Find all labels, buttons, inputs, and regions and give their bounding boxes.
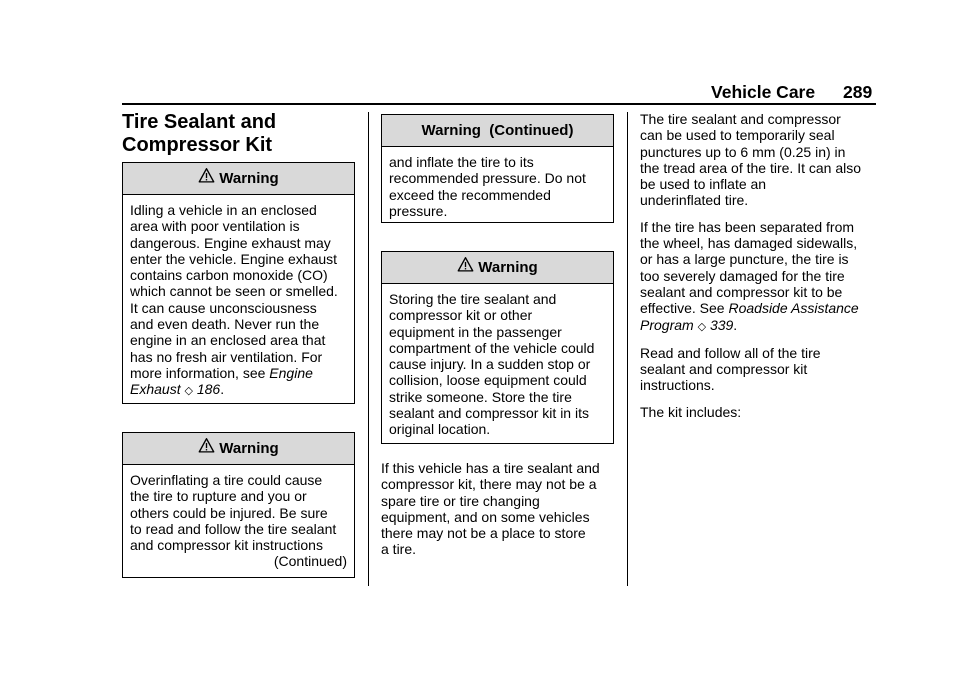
- page-ref-number[interactable]: 339: [709, 316, 734, 333]
- text-line: the tread area of the tire. It can also: [640, 159, 862, 176]
- warning-triangle-icon: [198, 437, 215, 454]
- text-line: engine in an enclosed area that: [130, 332, 326, 349]
- paragraph-severe-damage: [640, 219, 861, 335]
- warning-header: [123, 163, 354, 195]
- warning-body: [382, 284, 613, 438]
- text-line: The kit includes:: [640, 403, 742, 420]
- text-line: exceed the recommended: [389, 186, 551, 203]
- text-line: a tire.: [381, 541, 417, 558]
- warning-label: Warning: [219, 170, 279, 187]
- text-line: equipment, and on some vehicles: [381, 508, 590, 525]
- text-fragment: more information, see: [130, 364, 270, 381]
- text-line: or has a large puncture, the tire is: [640, 251, 849, 268]
- page-ref-icon: ◇: [184, 385, 193, 398]
- text-line: can be used to temporarily seal: [640, 127, 835, 144]
- text-line: Read and follow all of the tire: [640, 344, 821, 361]
- text-line: the tire to rupture and you or: [130, 488, 307, 505]
- text-line: there may not be a place to store: [381, 525, 586, 542]
- text-line: sealant and compressor kit to be: [640, 283, 843, 300]
- text-fragment: effective. See: [640, 300, 729, 317]
- warning-box-storing: [381, 251, 614, 444]
- text-line: others could be injured. Be sure: [130, 504, 328, 521]
- engine-exhaust-link-cont[interactable]: Exhaust: [130, 381, 181, 398]
- continued-label: (Continued): [273, 553, 347, 570]
- text-line: cause injury. In a sudden stop or: [389, 356, 591, 373]
- warning-body: [382, 147, 613, 219]
- warning-label: Warning (Continued): [421, 122, 574, 139]
- page-heading: [122, 111, 276, 157]
- column-3-text: [640, 111, 861, 430]
- text-line: too severely damaged for the tire: [640, 267, 845, 284]
- text-line: and compressor kit instructions: [130, 537, 323, 554]
- page-ref-icon: ◇: [697, 320, 707, 333]
- column-divider-1: [368, 112, 369, 586]
- text-line: area with poor ventilation is: [130, 218, 300, 235]
- text-line: It can cause unconsciousness: [130, 299, 317, 316]
- text-line: If the tire has been separated from: [640, 218, 855, 235]
- text-line: compressor kit, there may not be a: [381, 476, 597, 493]
- text-line: punctures up to 6 mm (0.25 in) in: [640, 143, 846, 160]
- warning-body: [123, 465, 354, 570]
- text-line: dangerous. Engine exhaust may: [130, 234, 331, 251]
- warning-body: [123, 195, 354, 400]
- text-line: original location.: [389, 421, 491, 438]
- heading-line-1: Tire Sealant and: [122, 111, 277, 133]
- text-line: sealant and compressor kit: [640, 361, 808, 378]
- page-number: 289: [843, 82, 873, 102]
- header-rule: [122, 103, 876, 105]
- text-line: spare tire or tire changing: [381, 492, 540, 509]
- text-line: [130, 381, 347, 399]
- text-line: sealant and compressor kit in its: [389, 405, 589, 422]
- text-fragment: .: [220, 381, 225, 398]
- roadside-assistance-link[interactable]: Roadside Assistance: [728, 300, 859, 317]
- text-line: pressure.: [389, 202, 448, 219]
- text-line: Idling a vehicle in an enclosed: [130, 202, 317, 218]
- warning-box-continued: [381, 114, 614, 223]
- text-line: enter the vehicle. Engine exhaust: [130, 250, 338, 267]
- text-line: has no fresh air ventilation. For: [130, 348, 323, 365]
- text-line: strike someone. Store the tire: [389, 388, 572, 405]
- text-fragment: .: [733, 316, 738, 333]
- paragraph-kit-includes: [640, 404, 861, 420]
- warning-label: Warning: [219, 440, 279, 457]
- text-line: contains carbon monoxide (CO): [130, 267, 328, 284]
- warning-label: Warning: [478, 259, 538, 276]
- text-line: collision, loose equipment could: [389, 372, 587, 389]
- engine-exhaust-link[interactable]: Engine: [269, 364, 313, 381]
- text-line: Overinflating a tire could cause: [130, 472, 323, 488]
- warning-header: [123, 433, 354, 465]
- section-title: Vehicle Care: [711, 82, 816, 102]
- text-line: [640, 300, 861, 316]
- text-line: [130, 365, 347, 381]
- text-line: instructions.: [640, 377, 715, 394]
- text-line: The tire sealant and compressor: [640, 111, 841, 127]
- text-line: recommended pressure. Do not: [389, 170, 586, 187]
- paragraph-temporary-seal: [640, 111, 861, 209]
- warning-box-overinflating: [122, 432, 355, 578]
- text-line: be used to inflate an: [640, 176, 767, 193]
- text-line: If this vehicle has a tire sealant and: [381, 460, 600, 476]
- column-divider-2: [627, 112, 628, 586]
- text-line: compartment of the vehicle could: [389, 339, 595, 356]
- text-line: and even death. Never run the: [130, 316, 320, 333]
- text-line: and inflate the tire to its: [389, 154, 534, 170]
- warning-box-exhaust: [122, 162, 355, 404]
- text-line: Storing the tire sealant and: [389, 291, 557, 307]
- heading-line-2: Compressor Kit: [122, 134, 273, 156]
- text-line: equipment in the passenger: [389, 323, 562, 340]
- paragraph-no-spare: [381, 460, 600, 558]
- text-line: which cannot be seen or smelled.: [130, 283, 338, 300]
- text-line: the wheel, has damaged sidewalls,: [640, 235, 858, 252]
- text-line: underinflated tire.: [640, 192, 749, 209]
- text-line: compressor kit or other: [389, 307, 533, 324]
- roadside-assistance-link-cont[interactable]: Program: [640, 316, 694, 333]
- warning-triangle-icon: [198, 167, 215, 184]
- page-ref-number[interactable]: 186: [196, 381, 221, 398]
- warning-triangle-icon: [457, 256, 474, 273]
- paragraph-read-instructions: [640, 345, 861, 394]
- warning-header: [382, 252, 613, 284]
- text-line: [640, 317, 861, 335]
- text-line: to read and follow the tire sealant: [130, 520, 337, 537]
- warning-header: [382, 115, 613, 147]
